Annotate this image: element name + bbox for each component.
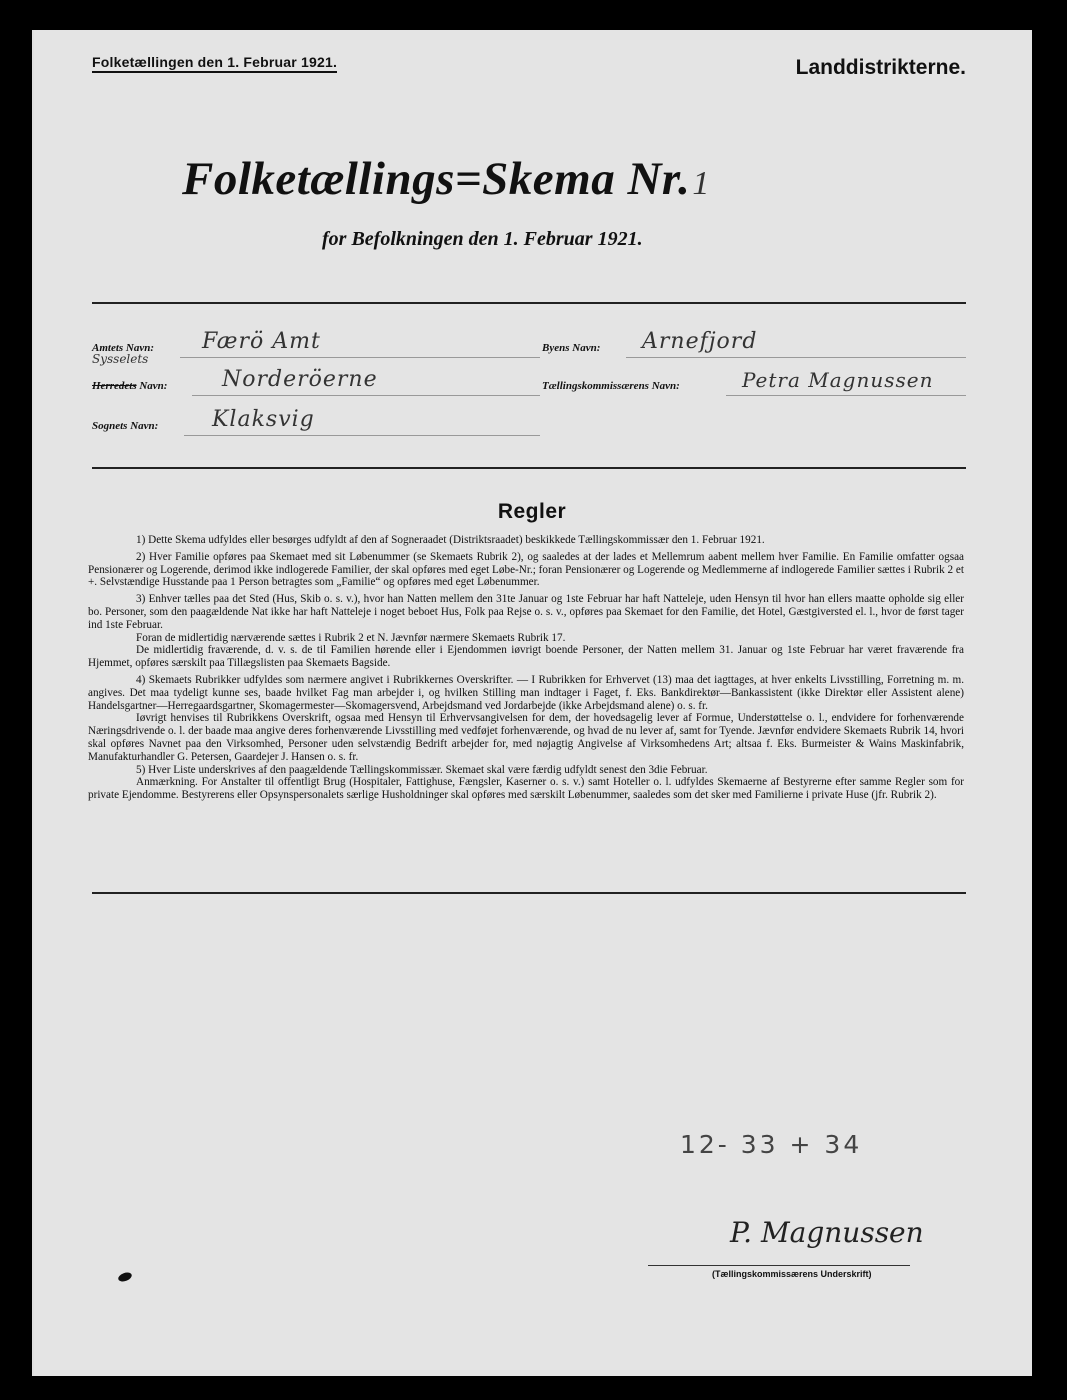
amt-label: Amtets Navn:: [92, 342, 155, 354]
rule-paragraph: Iøvrigt henvises til Rubrikkens Overskrift, ogsaa med Hensyn til Erhvervsangivelsen for dem, der hovedsagelig lever af Formue, Understøttelse o. l., endvidere for forhenværende Næringsdrivende o. l. der baade maa angive deres forhenværende Livsstilling med vedføjet forhenværende, og hvad de nu lever af, samt for Tyende. Jævnfør endvidere Skemaets Rubrik 14, hvori skal opføres Navnet paa den Virksomhed, Personer uden selvstændig Bedrift arbejder for, med nøjagtig Angivelse af Virksomhedens Art; altsaa f. Eks. Burmeister & Wains Maskinfabrik, Manufakturhandler G. Petersen, Gaardejer J. Hansen o. s. fr.: [88, 712, 964, 763]
herred-label: [92, 380, 167, 392]
rule-paragraph: Anmærkning. For Anstalter til offentligt Brug (Hospitaler, Fattighuse, Fængsler, Kaserner o. s. v.) samt Hoteller o. l. udfyldes Skemaerne af Bestyrerne efter samme Regler som for private Ejendomme. Bestyrerens eller Opsynspersonalets særlige Husholdninger skal opføres med særskilt Løbenummer, saaledes som det sker med Familierne i private Huse (jfr. Rubrik 2).: [88, 776, 964, 802]
signature-line: [648, 1265, 910, 1266]
rule-paragraph: 2) Hver Familie opføres paa Skemaet med sit Løbenummer (se Skemaets Rubrik 2), og saaledes at der lades et Mellemrum aabent mellem hver Familie. En Familie omfatter ogsaa Pensionærer og Logerende, derimod ikke indlogerede Familier, der skal opføres med eget Løbe-Nr.; foran Pensionærer og Logerende og Medlemmerne af indlogerede Familier sættes i Rubrik 2 et +. Selvstændige Husstande paa 1 Person betragtes som „Familie“ og opføres med eget Løbenummer.: [88, 550, 964, 589]
divider-top: [92, 302, 966, 304]
field-amt: [92, 328, 542, 358]
sogn-label: Sognets Navn:: [92, 420, 159, 432]
field-kommissaer: [542, 366, 966, 396]
census-form-page: [32, 30, 1032, 1376]
rule-paragraph: Foran de midlertidig nærværende sættes i Rubrik 2 et N. Jævnfør nærmere Skemaets Rubrik 17.: [136, 631, 566, 644]
sogn-value: Klaksvig: [212, 407, 315, 432]
herred-label-struck: Herredets: [92, 380, 137, 392]
ink-blot: [117, 1271, 133, 1283]
by-underline: [626, 357, 966, 358]
amt-value: Færö Amt: [202, 329, 321, 354]
field-sogn: [92, 406, 542, 436]
rules-heading: Regler: [497, 500, 567, 523]
form-title: [182, 152, 710, 206]
handwritten-annotation: 12- 33 + 34: [680, 1130, 863, 1159]
header-census-date: Folketællingen den 1. Februar 1921.: [92, 54, 337, 73]
header-district-type: Landdistrikterne.: [795, 56, 966, 79]
form-number: 1: [692, 165, 710, 202]
herred-label-correction: Sysselets: [92, 352, 149, 366]
rule-paragraph: 4) Skemaets Rubrikker udfyldes som nærmere angivet i Rubrikkernes Overskrifter. — I Rubrikken for Erhvervet (13) maa det iagttages, at hver enkelts Livsstilling, Forretning m. m. angives. Det maa tydeligt kunne ses, baade hvilket Fag man arbejder i, og hvilken Stilling man indtager i Faget, f. Eks. Bankdirektør—Bankassistent (ikke Direktør eller Assistent alene) Handelsgartner—Herregaardsgartner, Skomagermester—Skomagersvend, Arbejdsmand ved Jordarbejde (ikke Arbejdsmand alene) o. s. fr.: [88, 673, 964, 712]
herred-value: Norderöerne: [222, 367, 378, 392]
field-herred: [92, 352, 542, 396]
herred-underline: [192, 395, 540, 396]
amt-underline: [180, 357, 540, 358]
rule-paragraph: De midlertidig fraværende, d. v. s. de til Familien hørende eller i Ejendommen iøvrigt boende Personer, der Natten mellem 31. Januar og 1ste Februar har været fraværende fra Hjemmet, opføres særskilt paa Tillægslisten paa Skemaets Bagside.: [88, 644, 964, 670]
form-subtitle: for Befolkningen den 1. Februar 1921.: [322, 228, 643, 250]
divider-bottom: [92, 892, 966, 894]
rule-paragraph: 3) Enhver tælles paa det Sted (Hus, Skib o. s. v.), hvor han Natten mellem den 31te Januar og 1ste Februar har haft Natteleje, uden Hensyn til hvor han ellers maatte opholde sig eller bo. Personer, som den paagældende Nat ikke har haft Natteleje i noget beboet Hus, Folk paa Rejse o. s. v., opføres paa Skemaet for den Familie, det Hotel, Gæstgiversted el. l., hvor de først tager ind 1ste Februar.: [88, 593, 964, 631]
signature: P. Magnussen: [730, 1216, 924, 1249]
rules-text: [88, 534, 964, 802]
kommissaer-underline: [726, 395, 966, 396]
form-title-text: Folketællings=Skema Nr.: [182, 153, 691, 205]
field-by: [542, 328, 966, 358]
kommissaer-value: Petra Magnussen: [742, 368, 934, 392]
by-value: Arnefjord: [642, 329, 758, 354]
divider-fields: [92, 467, 966, 469]
signature-caption: (Tællingskommissærens Underskrift): [712, 1269, 872, 1279]
rule-paragraph: 1) Dette Skema udfyldes eller besørges udfyldt af den af Sogneraadet (Distriktsraadet) beskikkede Tællingskommissær den 1. Februar 1921.: [136, 534, 765, 546]
herred-label-suffix: Navn:: [139, 380, 168, 392]
rule-paragraph: 5) Hver Liste underskrives af den paagældende Tællingskommissær. Skemaet skal være færdig udfyldt senest den 3die Februar.: [136, 763, 708, 776]
kommissaer-label: Tællingskommissærens Navn:: [542, 380, 680, 392]
sogn-underline: [184, 435, 540, 436]
by-label: Byens Navn:: [542, 342, 601, 354]
